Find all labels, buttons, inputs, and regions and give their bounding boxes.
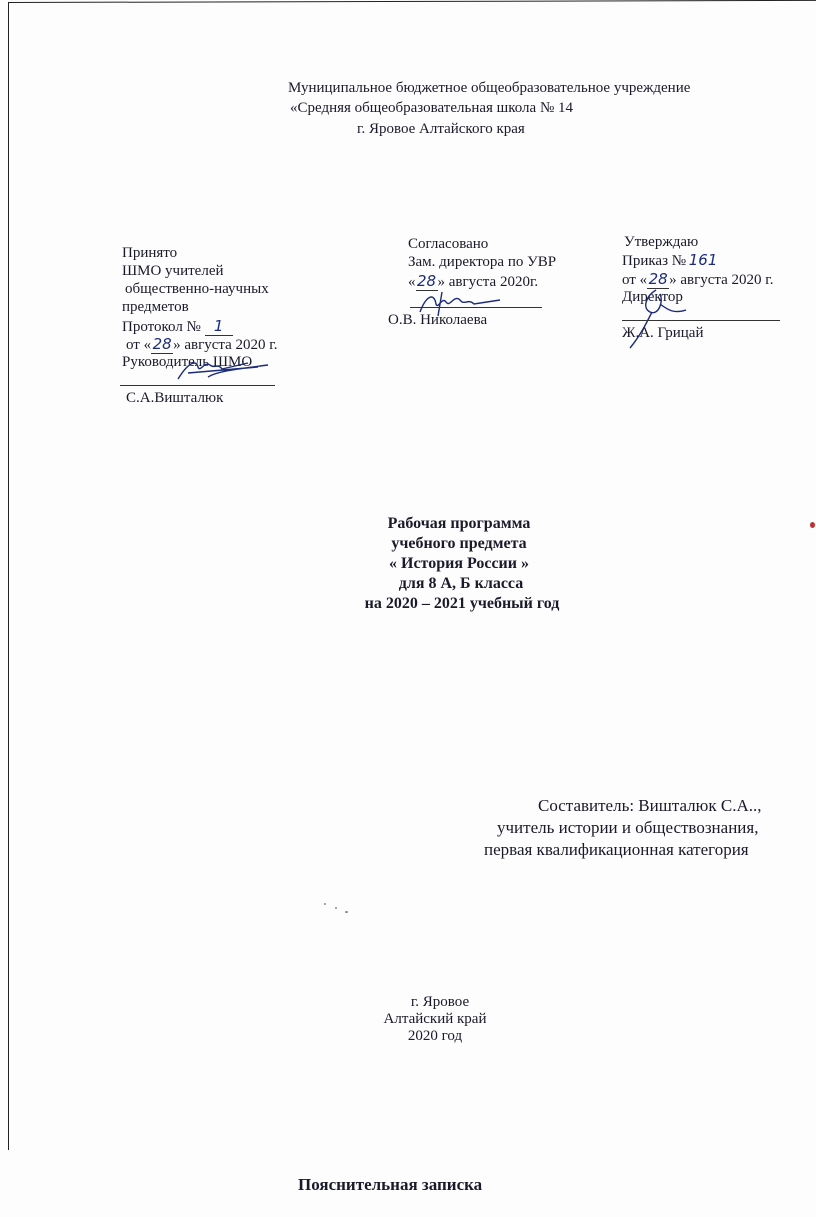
- title-line-4: для 8 А, Б класса: [398, 575, 524, 592]
- header-line-1: Муниципальное бюджетное общеобразовательное учреждение: [288, 80, 691, 96]
- accepted-title: Принято: [122, 245, 178, 261]
- signature-line-accepted: [120, 385, 275, 386]
- author-line-1: Составитель: Вишталюк С.А..,: [538, 796, 762, 815]
- page-border-top: [8, 0, 816, 3]
- title-line-1: Рабочая программа: [387, 515, 531, 532]
- date-prefix: «: [408, 274, 416, 290]
- order-number: 161: [688, 251, 718, 269]
- signature-approved: [616, 284, 706, 354]
- date-suffix: » августа 2020 г.: [669, 272, 774, 288]
- agreed-title: Согласовано: [408, 236, 489, 252]
- title-line-2: учебного предмета: [391, 535, 527, 552]
- accepted-name: С.А.Вишталюк: [126, 390, 224, 406]
- approved-name: Ж.А. Грицай: [622, 325, 704, 341]
- signature-line-approved: [622, 320, 780, 321]
- footer-city: г. Яровое: [410, 994, 470, 1010]
- protocol-label: Протокол №: [122, 319, 201, 335]
- date-day: 28: [648, 270, 668, 288]
- approved-title: Утверждаю: [624, 234, 699, 250]
- date-prefix: от «: [622, 272, 648, 288]
- footer-year: 2020 год: [407, 1028, 463, 1044]
- accepted-line-1: ШМО учителей: [122, 263, 224, 279]
- date-prefix: от «: [126, 337, 152, 353]
- footer: [360, 994, 520, 1045]
- protocol-number: 1: [205, 318, 233, 336]
- date-day: 28: [416, 272, 437, 290]
- accepted-line-2: общественно-научных: [125, 281, 269, 297]
- date-suffix: » августа 2020 г.: [173, 337, 278, 353]
- order-line: [622, 252, 720, 270]
- scan-speck: [324, 903, 326, 905]
- scan-speck: [345, 911, 348, 913]
- protocol-line: [122, 318, 233, 336]
- header-line-2: «Средняя общеобразовательная школа № 14: [290, 100, 574, 116]
- scan-speck: [810, 522, 815, 528]
- approved-position: Директор: [622, 289, 683, 305]
- signature-accepted: [118, 355, 278, 387]
- title-line-5: на 2020 – 2021 учебный год: [364, 595, 560, 612]
- date-day: 28: [152, 335, 172, 353]
- program-title: [300, 514, 630, 614]
- order-label: Приказ №: [622, 253, 687, 269]
- head-label: Руководитель ШМО: [122, 354, 253, 370]
- title-line-3: « История России »: [389, 555, 529, 572]
- page-border-left: [8, 2, 9, 1150]
- date-suffix: » августа 2020г.: [437, 274, 539, 290]
- accepted-date: [126, 336, 278, 354]
- header-line-3: г. Яровое Алтайского края: [357, 121, 525, 137]
- scan-speck: [335, 907, 337, 909]
- author-line-2: учитель истории и обществознания,: [497, 818, 759, 837]
- author-line-3: первая квалификационная категория: [484, 840, 749, 859]
- agreed-position: Зам. директора по УВР: [408, 254, 557, 270]
- next-page-heading: Пояснительная записка: [298, 1175, 483, 1194]
- accepted-line-3: предметов: [122, 299, 189, 315]
- signature-line-agreed: [410, 307, 542, 308]
- agreed-name: О.В. Николаева: [388, 312, 488, 328]
- footer-region: Алтайский край: [383, 1011, 487, 1027]
